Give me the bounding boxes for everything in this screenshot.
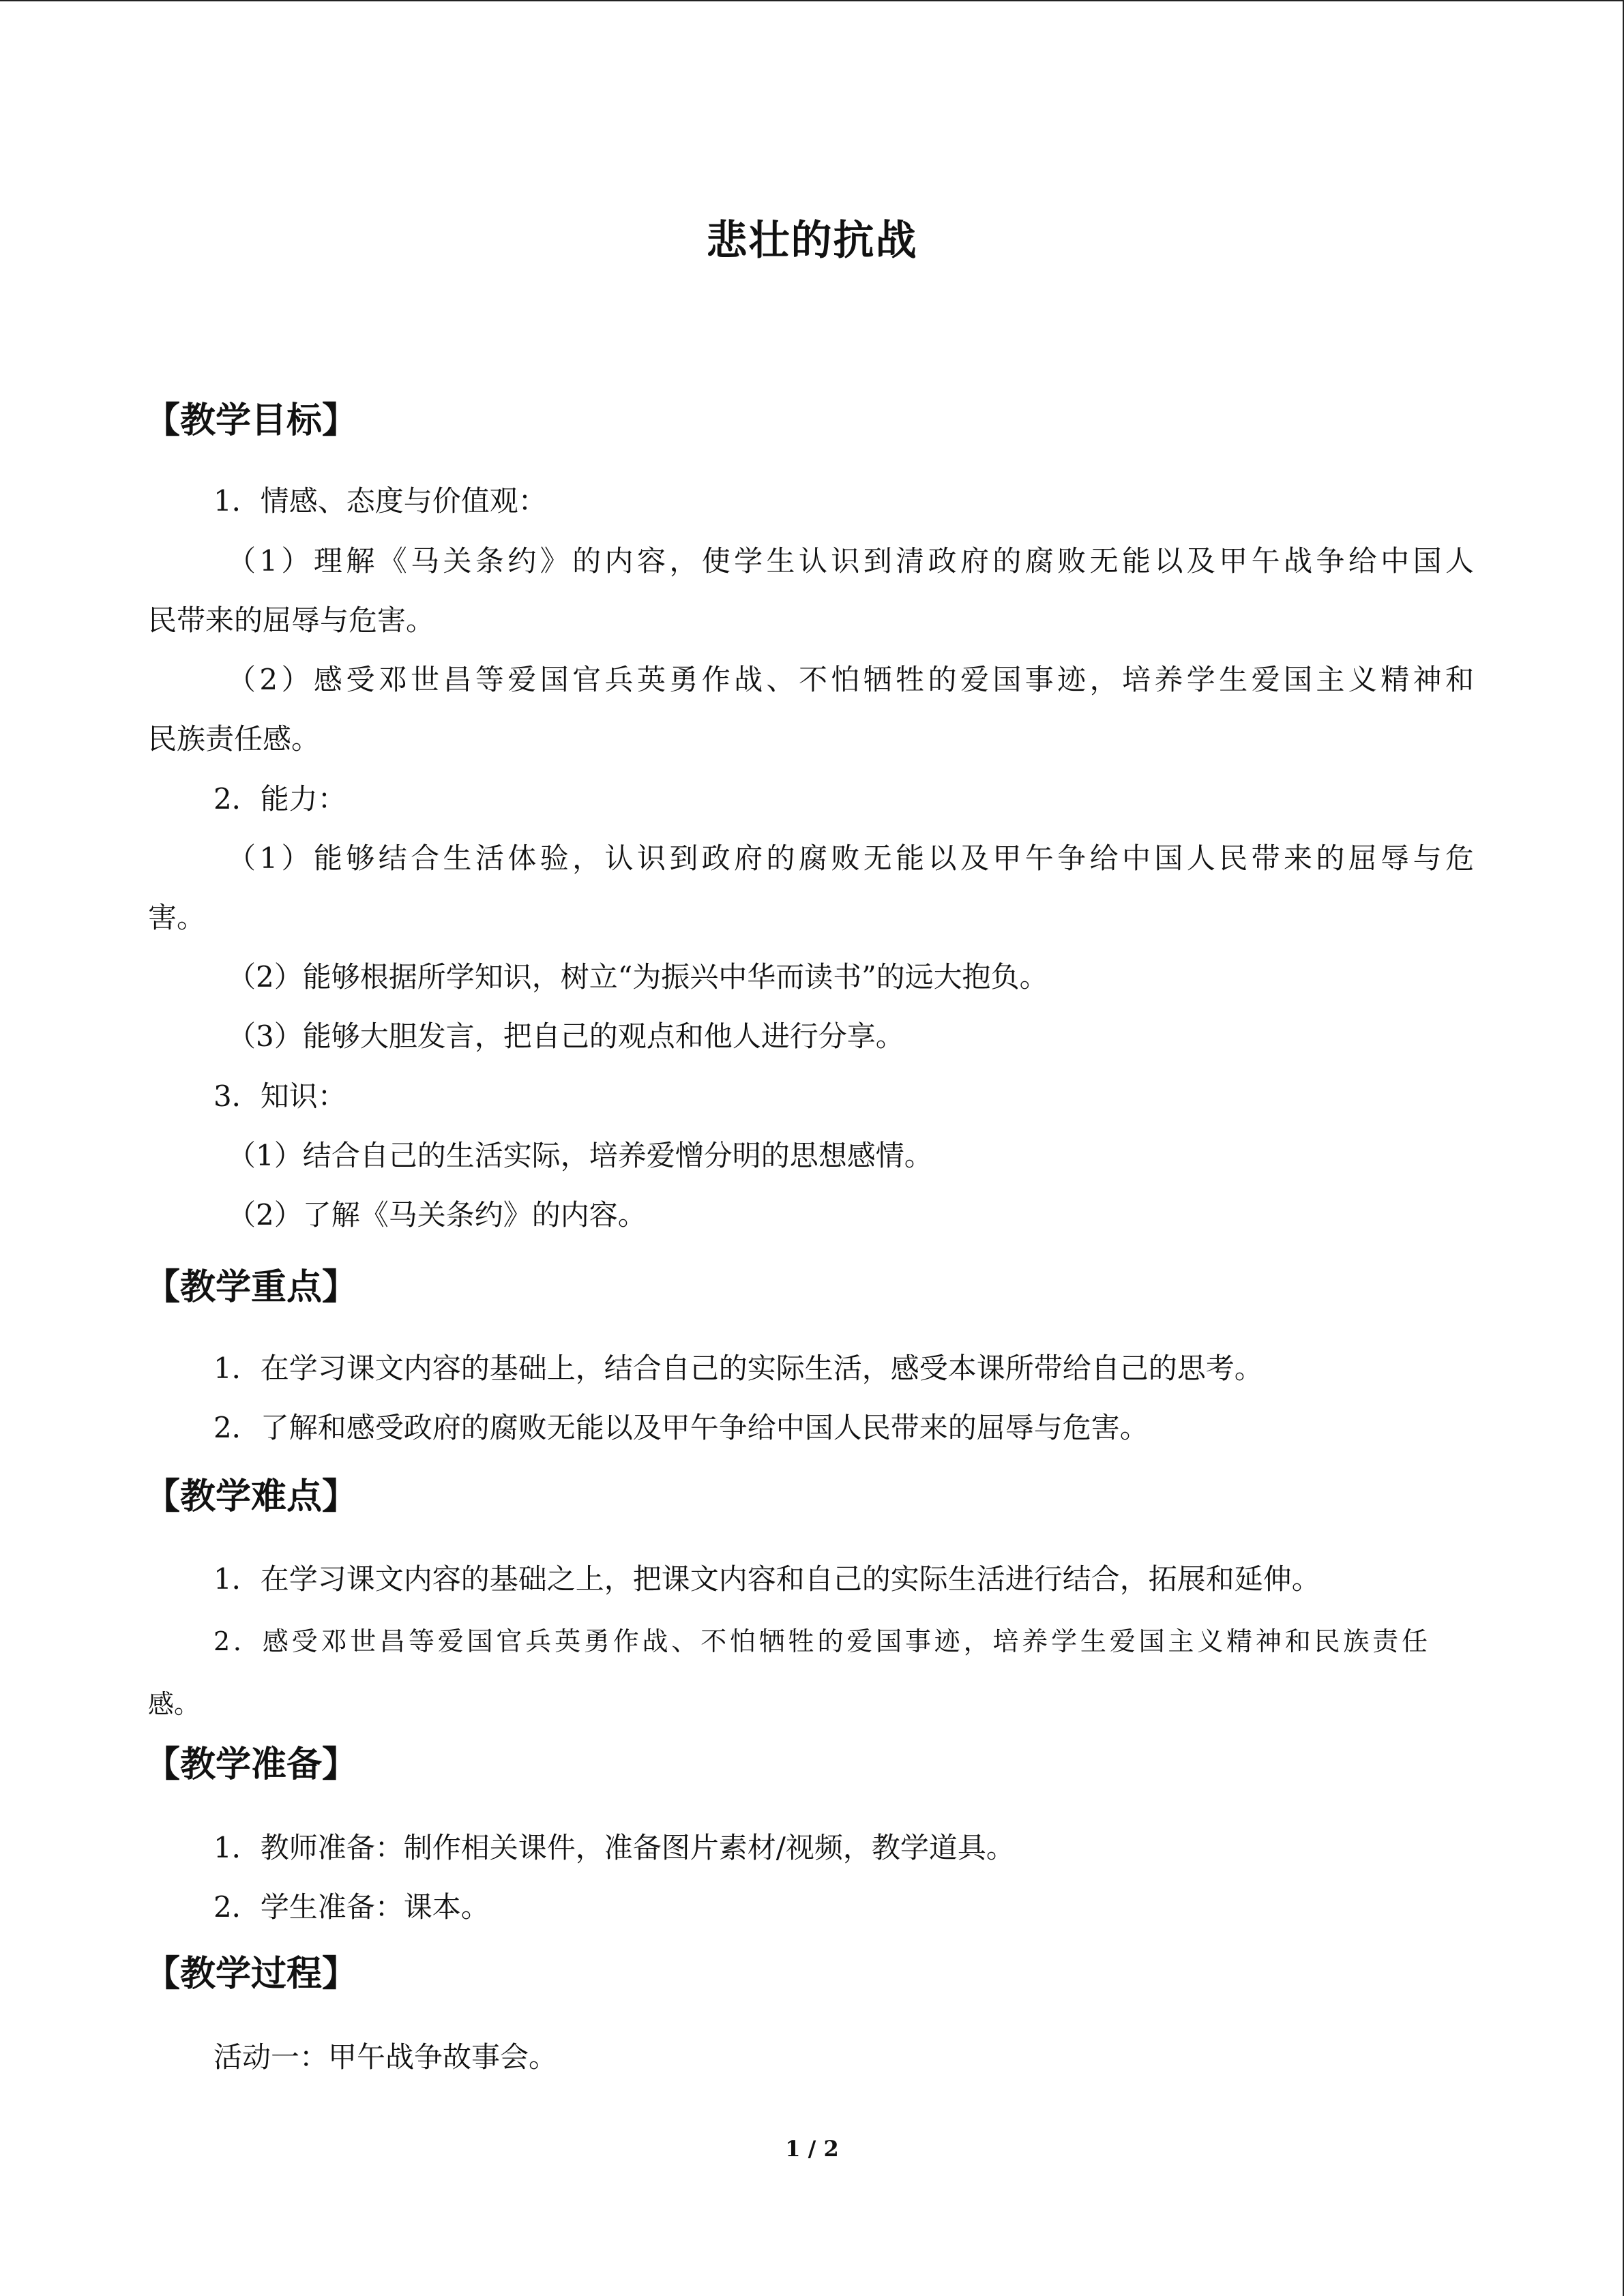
goals-line: （1）理解《马关条约》的内容，使学生认识到清政府的腐败无能以及甲午战争给中国人	[227, 544, 1474, 578]
goals-line: （2）了解《马关条约》的内容。	[227, 1198, 647, 1232]
section-heading-preparation: 【教学准备】	[145, 1744, 358, 1785]
section-heading-difficulties: 【教学难点】	[145, 1476, 358, 1517]
goals-line: 3．知识：	[213, 1079, 346, 1113]
goals-line: （1）能够结合生活体验，认识到政府的腐败无能以及甲午争给中国人民带来的屈辱与危	[227, 841, 1474, 875]
process-line: 活动一：甲午战争故事会。	[213, 2040, 558, 2074]
document-title: 悲壮的抗战	[706, 217, 918, 265]
goals-line: 民族责任感。	[148, 722, 321, 756]
section-heading-key-points: 【教学重点】	[145, 1267, 358, 1308]
key-points-line: 2．了解和感受政府的腐败无能以及甲午争给中国人民带来的屈辱与危害。	[213, 1411, 1149, 1444]
goals-line: 害。	[148, 901, 206, 934]
difficulties-line: 2．感受邓世昌等爱国官兵英勇作战、不怕牺牲的爱国事迹，培养学生爱国主义精神和民族责任	[213, 1626, 1428, 1656]
goals-line: 2．能力：	[213, 782, 346, 816]
goals-line: （1）结合自己的生活实际，培养爱憎分明的思想感情。	[227, 1139, 933, 1172]
section-heading-goals: 【教学目标】	[145, 400, 358, 441]
goals-line: （2）能够根据所学知识，树立“为振兴中华而读书”的远大抱负。	[227, 960, 1048, 994]
key-points-line: 1．在学习课文内容的基础上，结合自己的实际生活，感受本课所带给自己的思考。	[213, 1352, 1263, 1385]
difficulties-line: 感。	[148, 1689, 201, 1719]
difficulties-line: 1．在学习课文内容的基础之上，把课文内容和自己的实际生活进行结合，拓展和延伸。	[213, 1562, 1320, 1596]
goals-line: 1．情感、态度与价值观：	[213, 484, 547, 518]
preparation-line: 2．学生准备：课本。	[213, 1890, 490, 1924]
goals-line: 民带来的屈辱与危害。	[148, 603, 435, 637]
goals-line: （2）感受邓世昌等爱国官兵英勇作战、不怕牺牲的爱国事迹，培养学生爱国主义精神和	[227, 663, 1474, 696]
goals-line: （3）能够大胆发言，把自己的观点和他人进行分享。	[227, 1019, 904, 1053]
section-heading-process: 【教学过程】	[145, 1954, 358, 1995]
page-number: 1 / 2	[785, 2136, 839, 2162]
preparation-line: 1．教师准备：制作相关课件，准备图片素材/视频，教学道具。	[213, 1831, 1015, 1864]
